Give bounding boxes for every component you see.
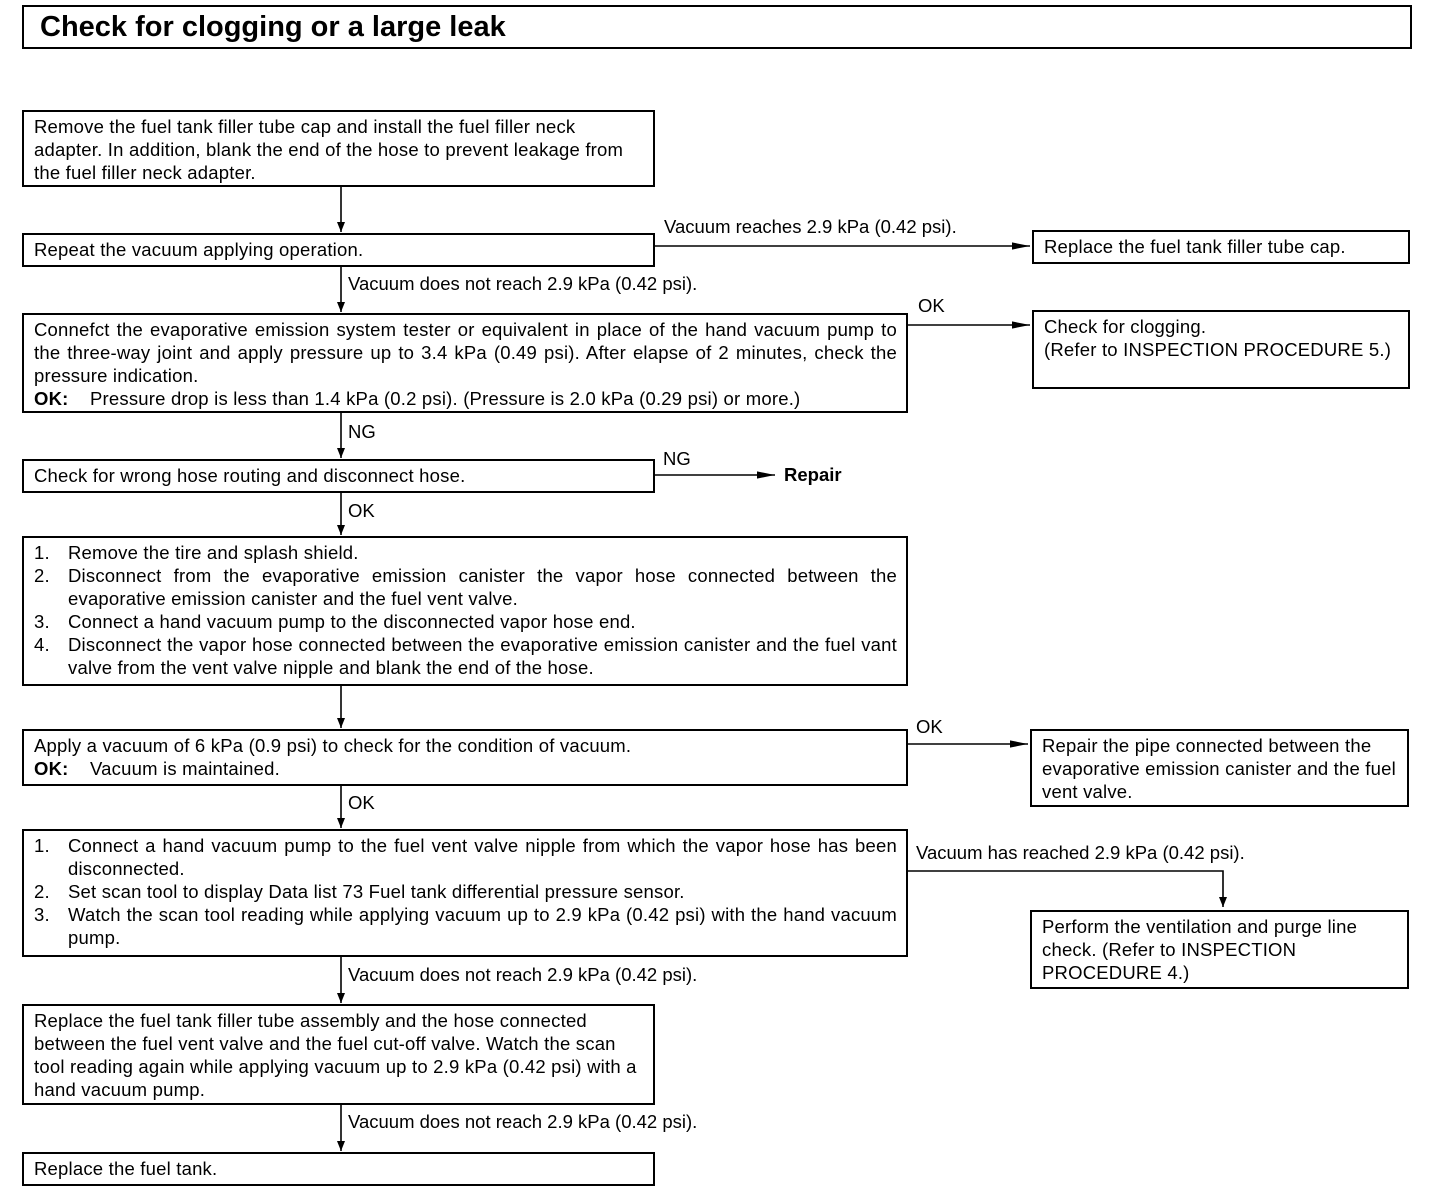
- step-pressure-test: [22, 313, 908, 413]
- step-replace-filler-tube: [22, 1004, 655, 1105]
- list-item-number: 1.: [34, 835, 50, 856]
- step-apply-vacuum-text: Apply a vacuum of 6 kPa (0.9 psi) to check for the condition of vacuum.: [34, 735, 632, 756]
- result-replace-cap: [1032, 230, 1410, 264]
- result-repair-pipe: [1030, 729, 1409, 807]
- label-ng: NG: [348, 421, 376, 442]
- label-ng: NG: [663, 448, 691, 469]
- step-replace-fuel-tank: [22, 1152, 655, 1186]
- list-item: [34, 564, 897, 610]
- step-apply-vacuum: [22, 729, 908, 786]
- list-item-text: Set scan tool to display Data list 73 Fuel tank differential pressure sensor.: [68, 881, 685, 902]
- list-item-text: Remove the tire and splash shield.: [68, 542, 359, 563]
- step-replace-fuel-tank-text: Replace the fuel tank.: [34, 1158, 218, 1179]
- list-item: [34, 610, 897, 633]
- step-disconnect-vapor-hose: [22, 536, 908, 686]
- list-item: [34, 834, 897, 880]
- step-repeat-vacuum: [22, 233, 655, 267]
- label-ok: OK: [348, 792, 375, 813]
- list-item-number: 2.: [34, 881, 50, 902]
- result-check-clogging-line1: Check for clogging.: [1044, 316, 1207, 337]
- label-vacuum-not-reach: Vacuum does not reach 2.9 kPa (0.42 psi).: [348, 964, 698, 985]
- ok-criteria-label: OK:: [34, 388, 69, 409]
- label-repair: Repair: [784, 464, 842, 485]
- ok-criteria-label: OK:: [34, 758, 69, 779]
- result-ventilation-purge-check: [1030, 910, 1409, 989]
- result-replace-cap-text: Replace the fuel tank filler tube cap.: [1044, 236, 1346, 257]
- list-item: [34, 903, 897, 949]
- list-item-text: Disconnect from the evaporative emission canister the vapor hose connected between the evaporative emission canister and the fuel vent valve.: [68, 565, 897, 609]
- step-check-hose-routing: [22, 459, 655, 493]
- list-item-text: Connect a hand vacuum pump to the fuel vent valve nipple from which the vapor hose has been disconnected.: [68, 835, 897, 879]
- label-vacuum-not-reach: Vacuum does not reach 2.9 kPa (0.42 psi).: [348, 1111, 698, 1132]
- result-check-clogging-line2: (Refer to INSPECTION PROCEDURE 5.): [1044, 339, 1392, 360]
- page-title: Check for clogging or a large leak: [22, 5, 1412, 49]
- step-check-hose-routing-text: Check for wrong hose routing and disconnect hose.: [34, 465, 466, 486]
- arrow-b7-r4: [908, 871, 1223, 907]
- list-item: [34, 541, 897, 564]
- list-item-number: 3.: [34, 611, 50, 632]
- step-install-adapter-text: Remove the fuel tank filler tube cap and install the fuel filler neck adapter. In addition, blank the end of the hose to prevent leakage from the fuel filler neck adapter.: [34, 116, 624, 183]
- list-item: [34, 880, 897, 903]
- step-install-adapter: [22, 110, 655, 187]
- result-check-clogging: [1032, 310, 1410, 389]
- list-item-text: Watch the scan tool reading while applying vacuum up to 2.9 kPa (0.42 psi) with the hand vacuum pump.: [68, 904, 897, 948]
- step-scan-tool-reading: [22, 829, 908, 957]
- label-ok: OK: [348, 500, 375, 521]
- list-item-number: 2.: [34, 565, 50, 586]
- label-ok: OK: [916, 716, 943, 737]
- list-item-number: 4.: [34, 634, 50, 655]
- list-item-text: Connect a hand vacuum pump to the disconnected vapor hose end.: [68, 611, 636, 632]
- step-replace-filler-tube-text: Replace the fuel tank filler tube assembly and the hose connected between the fuel vent valve and the fuel cut-off valve. Watch the scan tool reading again while applying vacuum up to 2.9 kPa (0.42 psi) with a hand vacuum pump.: [34, 1010, 637, 1100]
- ok-criteria-text: Vacuum is maintained.: [90, 758, 280, 779]
- step-pressure-test-text: Connefct the evaporative emission system tester or equivalent in place of the hand vacuum pump to the three-way joint and apply pressure up to 3.4 kPa (0.49 psi). After elapse of 2 minutes, check the pressure indication.: [34, 319, 897, 386]
- result-repair-pipe-text: Repair the pipe connected between the evaporative emission canister and the fuel vent valve.: [1042, 735, 1396, 802]
- list-item-text: Disconnect the vapor hose connected between the evaporative emission canister and the fuel vant valve from the vent valve nipple and blank the end of the hose.: [68, 634, 897, 678]
- step-repeat-vacuum-text: Repeat the vacuum applying operation.: [34, 239, 364, 260]
- label-vacuum-reaches: Vacuum reaches 2.9 kPa (0.42 psi).: [664, 216, 957, 237]
- label-ok: OK: [918, 295, 945, 316]
- list-item-number: 1.: [34, 542, 50, 563]
- label-vacuum-has-reached: Vacuum has reached 2.9 kPa (0.42 psi).: [916, 842, 1245, 863]
- result-ventilation-purge-check-text: Perform the ventilation and purge line check. (Refer to INSPECTION PROCEDURE 4.): [1042, 916, 1358, 983]
- list-item-number: 3.: [34, 904, 50, 925]
- ok-criteria-text: Pressure drop is less than 1.4 kPa (0.2 psi). (Pressure is 2.0 kPa (0.29 psi) or more.): [90, 388, 801, 409]
- label-vacuum-not-reach: Vacuum does not reach 2.9 kPa (0.42 psi).: [348, 273, 698, 294]
- list-item: [34, 633, 897, 679]
